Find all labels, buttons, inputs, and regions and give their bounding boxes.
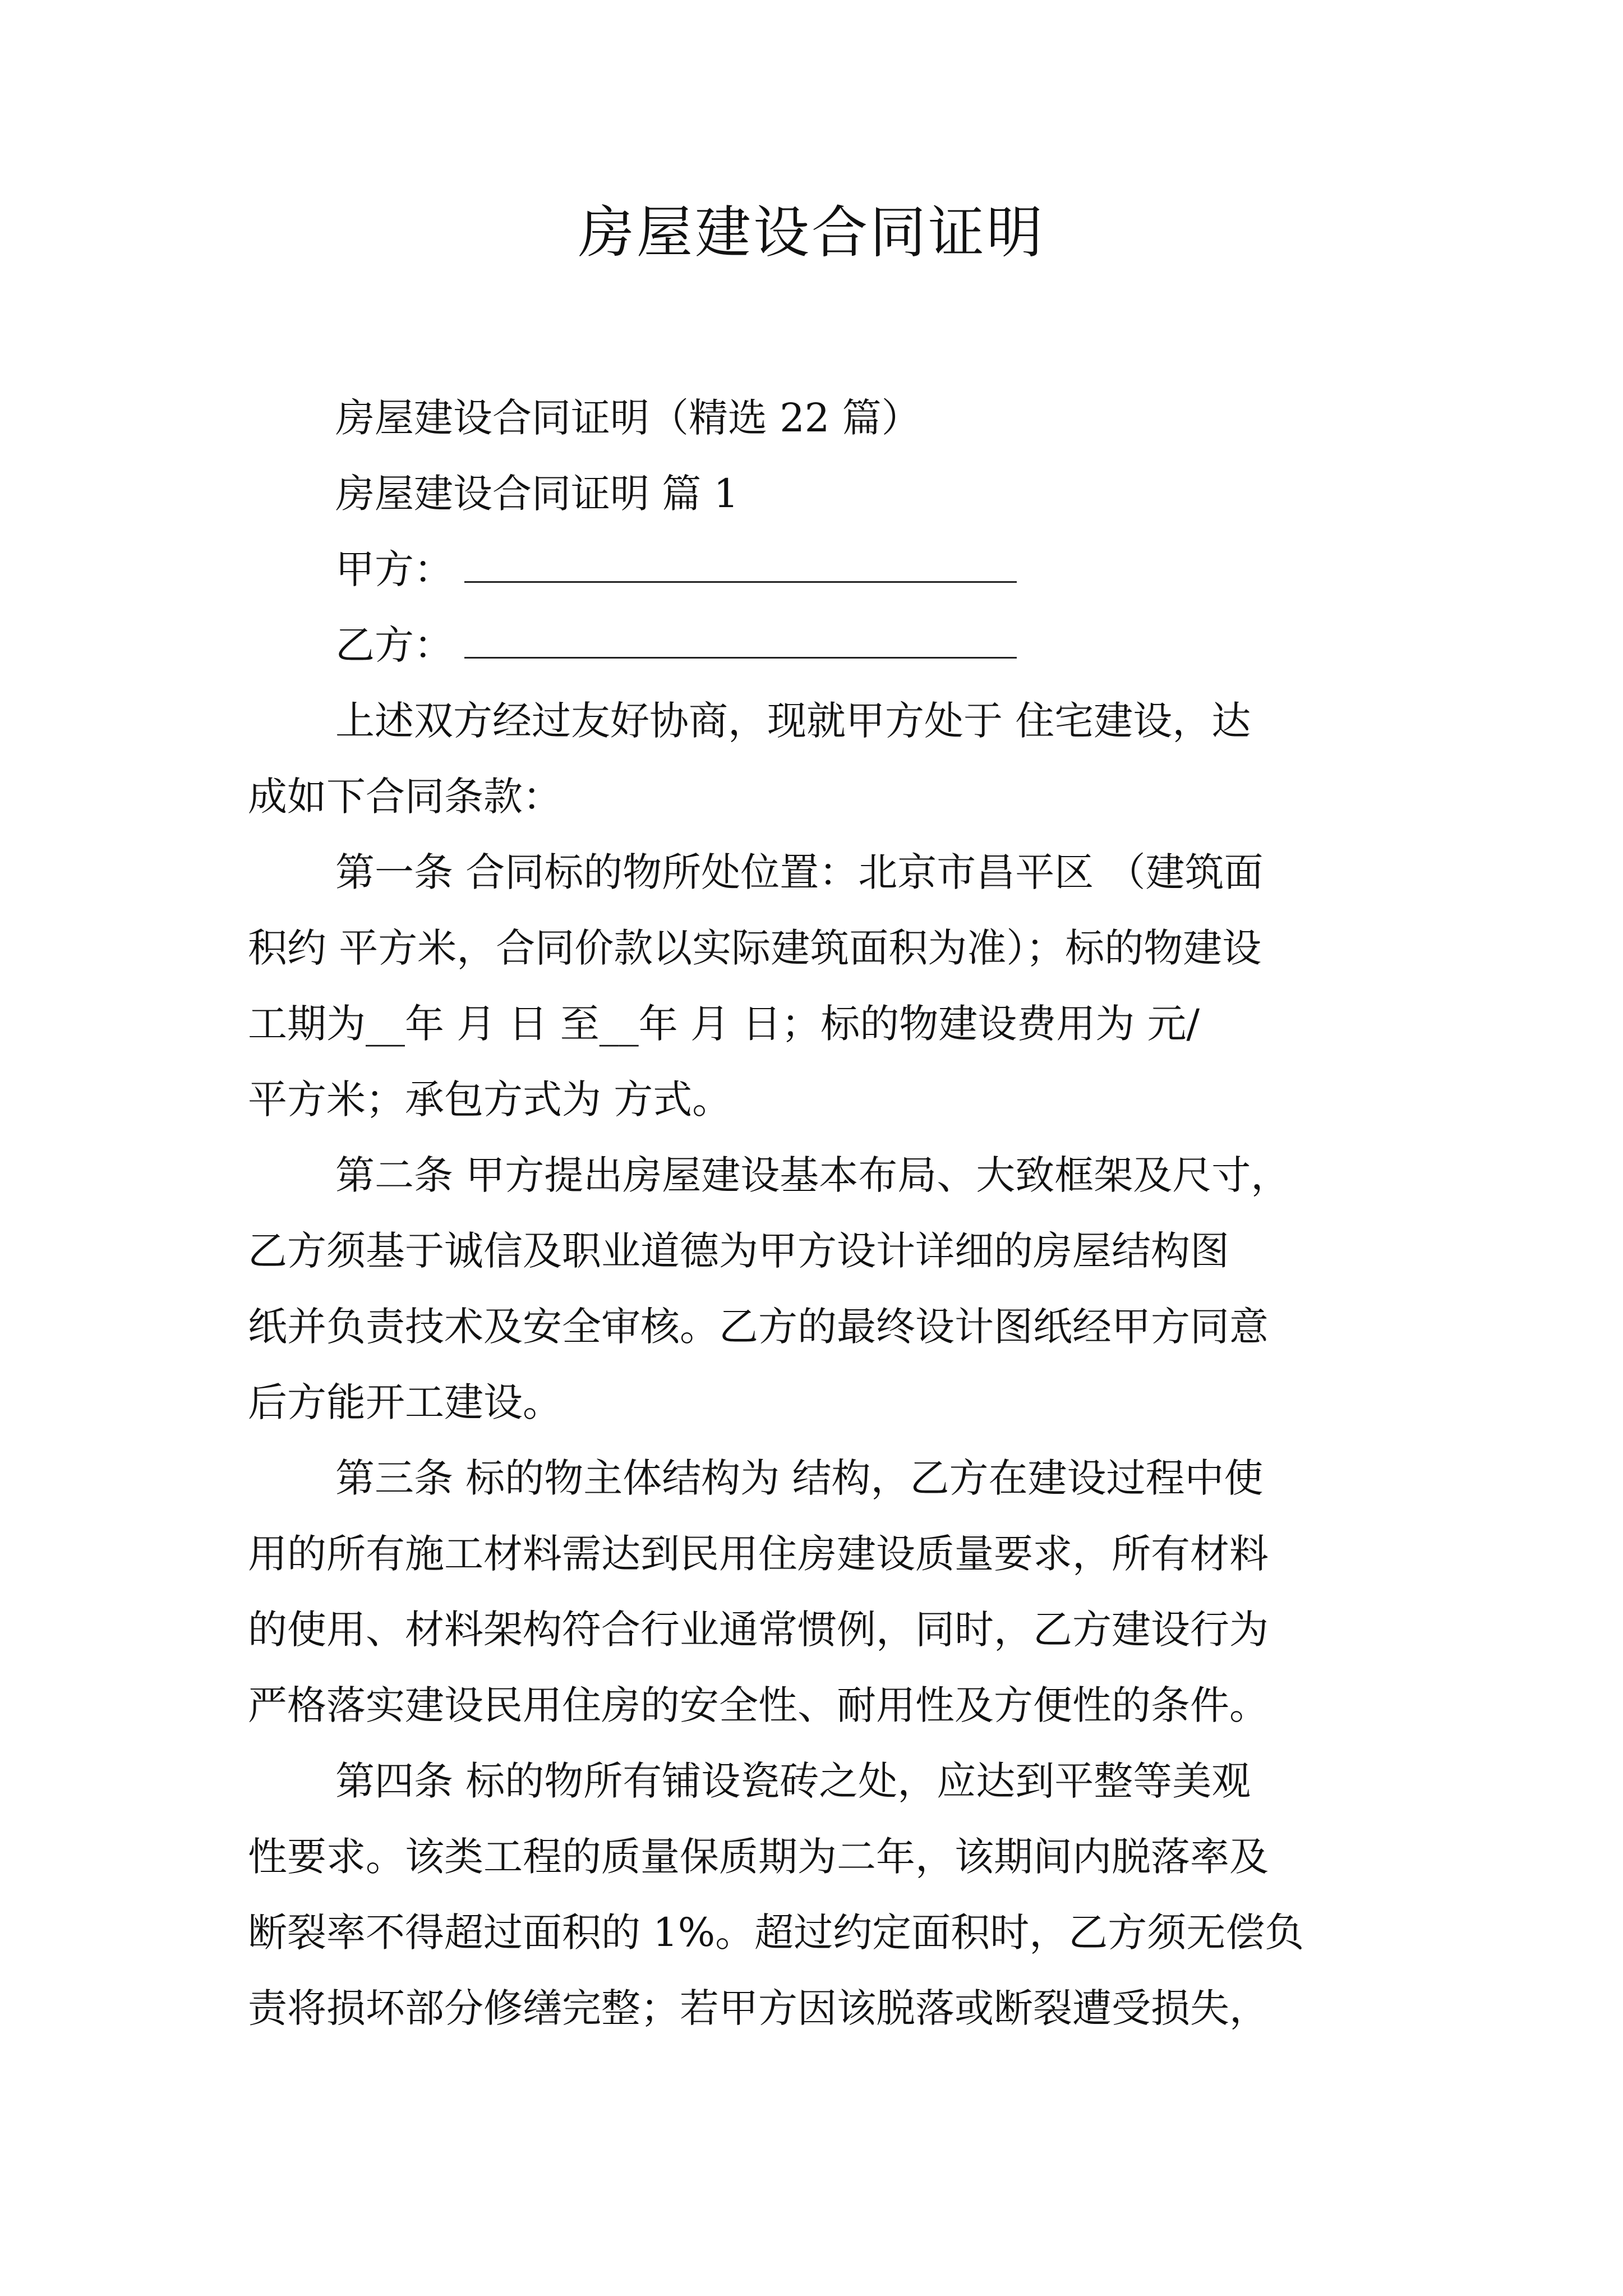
body-line: 积约 平方米，合同价款以实际建筑面积为准）；标的物建设 (248, 925, 1262, 971)
body-line: 第三条 标的物主体结构为 结构，乙方在建设过程中使 (335, 1455, 1264, 1501)
body-line: 用的所有施工材料需达到民用住房建设质量要求，所有材料 (248, 1531, 1269, 1577)
body-line: 后方能开工建设。 (248, 1379, 562, 1425)
body-line: 第一条 合同标的物所处位置：北京市昌平区 （建筑面 (335, 849, 1264, 895)
body-line: 工期为__年 月 日 至__年 月 日；标的物建设费用为 元/ (248, 1001, 1200, 1047)
body-line: 第四条 标的物所有铺设瓷砖之处，应达到平整等美观 (335, 1758, 1251, 1804)
section-heading: 房屋建设合同证明 篇 1 (335, 471, 739, 517)
document-title: 房屋建设合同证明 (578, 200, 1045, 265)
body-line: 第二条 甲方提出房屋建设基本布局、大致框架及尺寸， (335, 1152, 1290, 1198)
party-a-row (335, 541, 1017, 597)
body-line: 断裂率不得超过面积的 1%。超过约定面积时，乙方须无偿负 (248, 1910, 1304, 1955)
body-line: 责将损坏部分修缮完整；若甲方因该脱落或断裂遭受损失， (248, 1985, 1269, 2031)
body-line: 严格落实建设民用住房的安全性、耐用性及方便性的条件。 (248, 1682, 1269, 1728)
body-line: 平方米；承包方式为 方式。 (248, 1076, 732, 1122)
body-line: 纸并负责技术及安全审核。乙方的最终设计图纸经甲方同意 (248, 1304, 1269, 1350)
body-line: 上述双方经过友好协商，现就甲方处于 住宅建设，达 (335, 698, 1251, 744)
party-a-blank-field (464, 547, 1017, 583)
document-subtitle: 房屋建设合同证明（精选 22 篇） (335, 395, 921, 441)
body-line: 性要求。该类工程的质量保质期为二年，该期间内脱落率及 (248, 1834, 1269, 1880)
party-a-label: 甲方： (335, 546, 453, 592)
party-b-blank-field (464, 623, 1017, 659)
party-b-row (335, 617, 1017, 673)
body-line: 成如下合同条款： (248, 774, 562, 820)
party-b-label: 乙方： (335, 622, 453, 668)
body-line: 乙方须基于诚信及职业道德为甲方设计详细的房屋结构图 (248, 1228, 1229, 1274)
body-line: 的使用、材料架构符合行业通常惯例，同时，乙方建设行为 (248, 1607, 1269, 1653)
